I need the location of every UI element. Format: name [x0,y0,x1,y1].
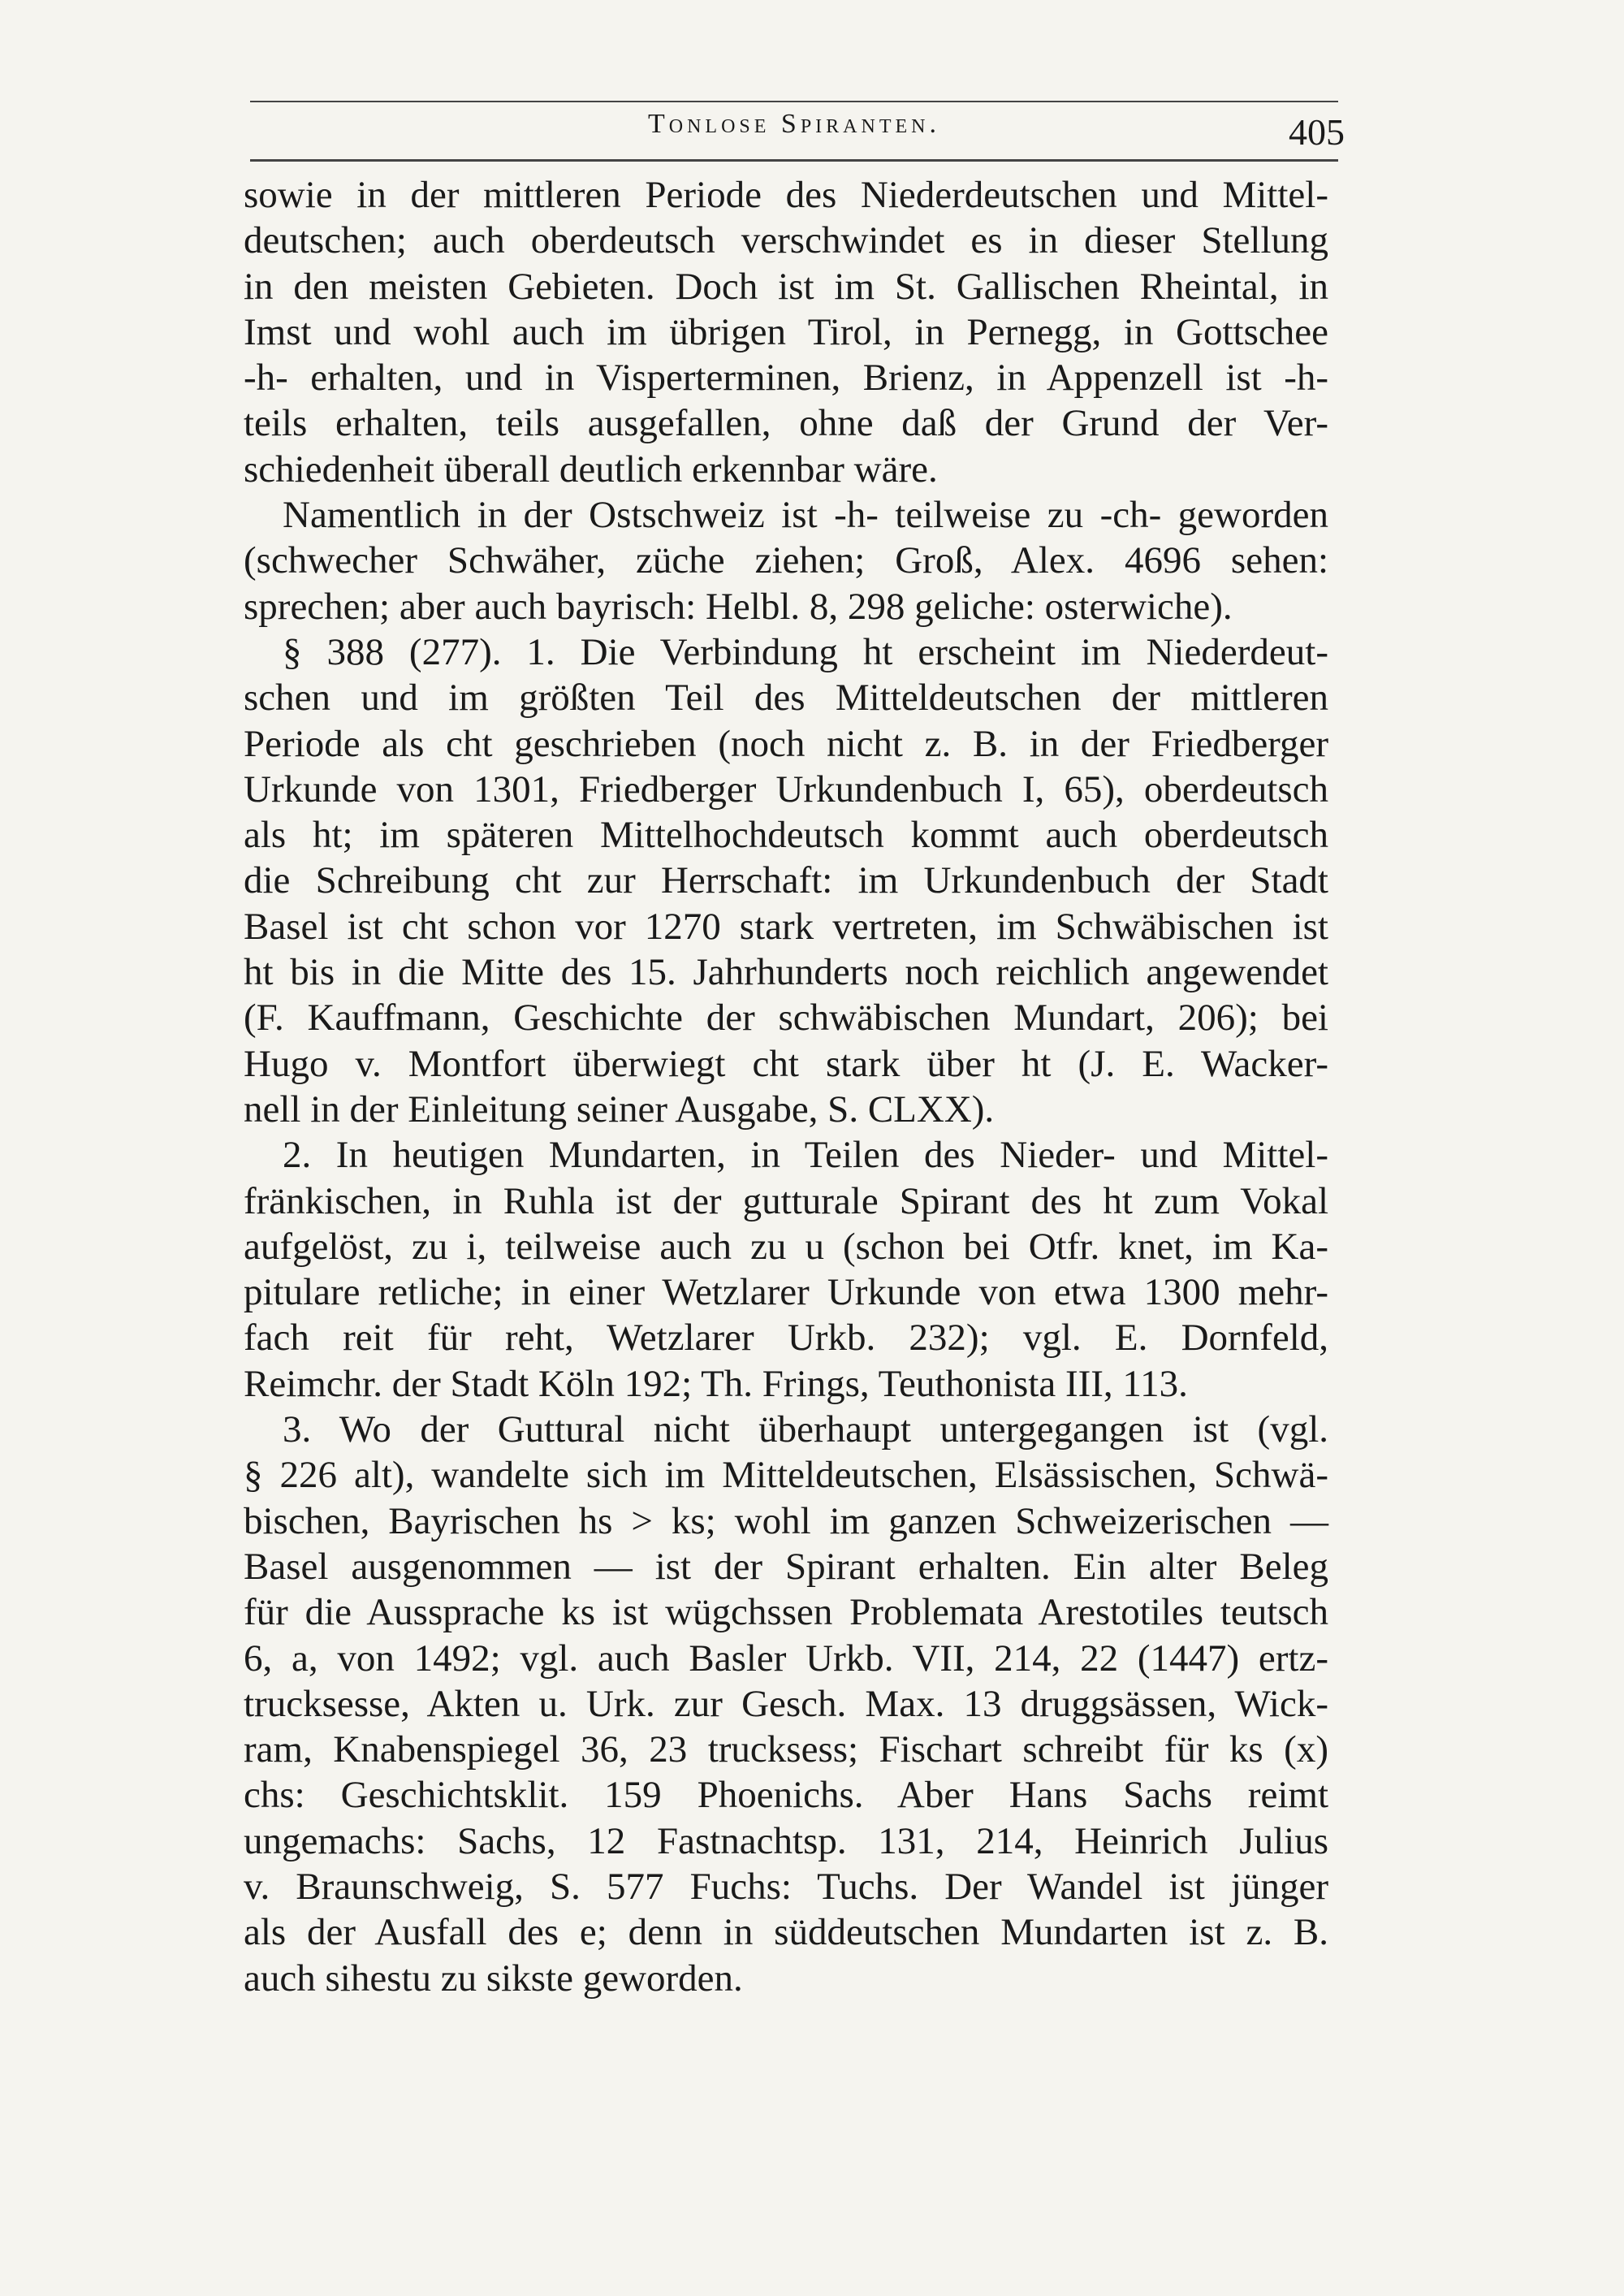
text-line: -h- erhalten, und in Visperterminen, Brienz, in Appenzell ist -h- [244,357,1328,400]
text-line: v. Braunschweig, S. 577 Fuchs: Tuchs. Der Wandel ist jünger [244,1865,1328,1908]
text-line: teils erhalten, teils ausgefallen, ohne daß der Grund der Ver- [244,402,1328,445]
text-line: Periode als cht geschrieben (noch nicht z. B. in der Friedberger [244,722,1328,765]
text-line: trucksesse, Akten u. Urk. zur Gesch. Max. 13 druggsässen, Wick- [244,1682,1328,1725]
text-line: auch sihestu zu sikste geworden. [244,1957,743,2000]
text-line: in den meisten Gebieten. Doch ist im St. Gallischen Rheintal, in [244,265,1328,308]
text-line: 3. Wo der Guttural nicht überhaupt untergegangen ist (vgl. [283,1408,1328,1451]
text-line: Urkunde von 1301, Friedberger Urkundenbuch I, 65), oberdeutsch [244,767,1328,811]
text-line: aufgelöst, zu i, teilweise auch zu u (schon bei Otfr. knet, im Ka- [244,1225,1328,1268]
text-line: § 226 alt), wandelte sich im Mitteldeutschen, Elsässischen, Schwä- [244,1454,1328,1497]
text-line: 2. In heutigen Mundarten, in Teilen des Nieder- und Mittel- [283,1134,1328,1177]
text-line: ram, Knabenspiegel 36, 23 trucksess; Fischart schreibt für ks (x) [244,1728,1328,1771]
text-line: (schwecher Schwäher, züche ziehen; Groß, Alex. 4696 sehen: [244,539,1328,582]
text-line: bischen, Bayrischen hs > ks; wohl im ganzen Schweizerischen — [244,1499,1328,1542]
text-line: ht bis in die Mitte des 15. Jahrhunderts noch reichlich angewendet [244,951,1328,994]
text-line: schen und im größten Teil des Mitteldeutschen der mittleren [244,677,1328,720]
body-text [244,172,1328,2001]
text-line: sowie in der mittleren Periode des Niederdeutschen und Mittel- [244,174,1328,216]
text-line: nell in der Einleitung seiner Ausgabe, S. CLXX). [244,1087,995,1131]
text-line: Namentlich in der Ostschweiz ist -h- teilweise zu -ch- geworden [283,494,1328,537]
text-line: chs: Geschichtsklit. 159 Phoenichs. Aber Hans Sachs reimt [244,1774,1328,1817]
text-line: als ht; im späteren Mittelhochdeutsch kommt auch oberdeutsch [244,814,1328,857]
text-line: Basel ist cht schon vor 1270 stark vertreten, im Schwäbischen ist [244,905,1328,948]
text-line: sprechen; aber auch bayrisch: Helbl. 8, 298 geliche: osterwiche). [244,585,1233,628]
page-number: 405 [1289,111,1345,153]
section-heading-line: § 388 (277). 1. Die Verbindung ht erscheint im Niederdeut- [283,630,1328,673]
text-line: fach reit für reht, Wetzlarer Urkb. 232); vgl. E. Dornfeld, [244,1317,1328,1360]
running-head: Tonlose Spiranten. [647,109,940,139]
header-rule-top [250,101,1338,102]
text-line: Basel ausgenommen — ist der Spirant erhalten. Ein alter Beleg [244,1545,1328,1588]
text-line: fränkischen, in Ruhla ist der gutturale Spirant des ht zum Vokal [244,1179,1328,1222]
text-line: pitulare retliche; in einer Wetzlarer Urkunde von etwa 1300 mehr- [244,1271,1328,1314]
text-line: Reimchr. der Stadt Köln 192; Th. Frings, Teuthonista III, 113. [244,1362,1188,1405]
text-line: Hugo v. Montfort überwiegt cht stark über ht (J. E. Wacker- [244,1042,1328,1085]
text-line: für die Aussprache ks ist wügchssen Problemata Arestotiles teutsch [244,1591,1328,1634]
text-line: als der Ausfall des e; denn in süddeutschen Mundarten ist z. B. [244,1911,1328,1954]
header-rule-bottom [250,159,1338,162]
text-line: schiedenheit überall deutlich erkennbar wäre. [244,448,938,491]
text-line: deutschen; auch oberdeutsch verschwindet es in dieser Stellung [244,219,1328,262]
text-line: 6, a, von 1492; vgl. auch Basler Urkb. VII, 214, 22 (1447) ertz- [244,1637,1328,1680]
text-line: (F. Kauffmann, Geschichte der schwäbischen Mundart, 206); bei [244,997,1328,1040]
text-line: die Schreibung cht zur Herrschaft: im Urkundenbuch der Stadt [244,859,1328,902]
text-line: Imst und wohl auch im übrigen Tirol, in Pernegg, in Gottschee [244,310,1328,353]
text-line: ungemachs: Sachs, 12 Fastnachtsp. 131, 214, Heinrich Julius [244,1819,1328,1862]
